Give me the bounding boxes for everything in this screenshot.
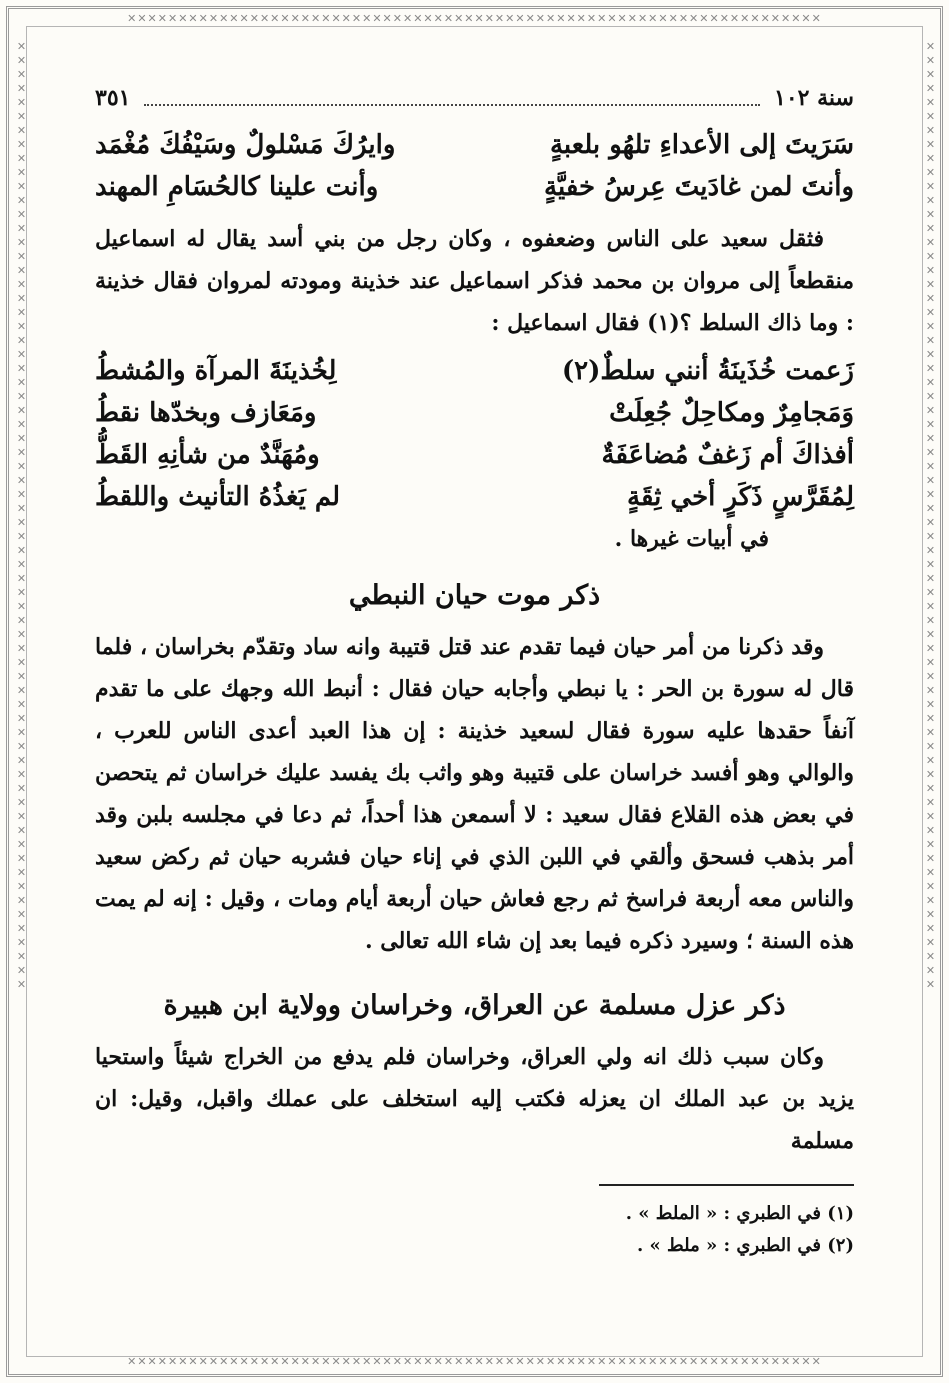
running-header-year: سنة ١٠٢: [774, 85, 854, 111]
poem-2-line-4-hemistich-2: لم يَغذُهُ التأنيث واللقطُ: [95, 482, 341, 512]
running-header: [95, 80, 854, 116]
page-content: [95, 80, 854, 1323]
paragraph-2: وقد ذكرنا من أمر حيان فيما تقدم عند قتل قتيبة وانه ساد وتقدّم بخراسان ، فلما قال له سورة بن الحر : يا نبطي وأجابه حيان فقال : أنبط الله وجهك على ما تقدم آنفاً حقدها عليه سورة فقال لسعيد خذينة : إن هذا العبد أعدى الناس للعرب ، والوالي وهو أفسد خراسان على قتيبة وهو واثب بك يفسد عليك خراسان ثم يتحصن في بعض هذه القلاع فقال سعيد : لا أسمعن هذا أحداً، ثم دعا في مجلسه بلبن وقد أمر بذهب فسحق وألقي في اللبن الذي في إناء حيان فشربه حيان ثم ركض سعيد والناس معه أربعة فراسخ ثم رجع فعاش حيان أربعة أيام ومات ، وقيل : إنه لم يمت هذه السنة ؛ وسيرد ذكره فيما بعد إن شاء الله تعالى .: [95, 634, 854, 954]
poem-2-line-2-hemistich-2: ومَعَازف وبخدّها نقطُ: [95, 398, 317, 428]
poem-2-line-3-hemistich-1: أفذاكَ أم زَغفٌ مُضاعَفَةٌ: [601, 440, 854, 470]
section-heading-1: ذكر موت حيان النبطي: [348, 580, 601, 611]
poem-2-line-1-hemistich-2: لِخُذينَةَ المرآة والمُشطُ: [95, 356, 337, 386]
poem-1-line-2-hemistich-2: وأنت علينا كالحُسَامِ المهند: [95, 172, 379, 202]
poem-2: [95, 350, 854, 518]
page-number: ٣٥١: [95, 85, 131, 111]
footnote-2: (٢) في الطبري : « ملط » .: [637, 1235, 854, 1256]
ornament-bottom: ✕✕✕✕✕✕✕✕✕✕✕✕✕✕✕✕✕✕✕✕✕✕✕✕✕✕✕✕✕✕✕✕✕✕✕✕✕✕✕✕✕✕✕✕✕✕✕✕✕✕✕✕✕✕✕✕✕✕✕✕✕✕✕✕✕✕✕✕: [127, 1355, 822, 1368]
footnotes: [95, 1198, 854, 1262]
poem-2-tail: في أبيات غيرها .: [614, 526, 769, 552]
poem-2-line-4-hemistich-1: لِمُقَرَّسٍ ذَكَرٍ أخي ثِقَةٍ: [627, 482, 854, 512]
section-heading-2: ذكر عزل مسلمة عن العراق، وخراسان وولاية ابن هبيرة: [163, 990, 786, 1021]
footnote-rule: [599, 1184, 854, 1186]
ornament-top: ✕✕✕✕✕✕✕✕✕✕✕✕✕✕✕✕✕✕✕✕✕✕✕✕✕✕✕✕✕✕✕✕✕✕✕✕✕✕✕✕✕✕✕✕✕✕✕✕✕✕✕✕✕✕✕✕✕✕✕✕✕✕✕✕✕✕✕✕: [127, 12, 822, 25]
ornament-right: ✕✕✕✕✕✕✕✕✕✕✕✕✕✕✕✕✕✕✕✕✕✕✕✕✕✕✕✕✕✕✕✕✕✕✕✕✕✕✕✕✕✕✕✕✕✕✕✕✕✕✕✕✕✕✕✕✕✕✕✕✕✕✕✕✕✕✕✕: [924, 40, 937, 992]
paragraph-1: فثقل سعيد على الناس وضعفوه ، وكان رجل من بني أسد يقال له اسماعيل منقطعاً إلى مروان بن محمد فذكر اسماعيل عند خذينة ومودته لمروان فقال خذينة : وما ذاك السلط ؟(١) فقال اسماعيل :: [95, 226, 854, 336]
paragraph-3: وكان سبب ذلك انه ولي العراق، وخراسان فلم يدفع من الخراج شيئاً واستحيا يزيد بن عبد الملك ان يعزله فكتب إليه استخلف على عملك واقبل، وقيل: ان مسلمة: [95, 1044, 854, 1154]
poem-2-line-2-hemistich-1: وَمَجامِرٌ ومكاحِلٌ جُعِلَتْ: [609, 398, 854, 428]
footnote-1: (١) في الطبري : « الملط » .: [625, 1203, 854, 1224]
poem-1-line-1-hemistich-2: وايرُكَ مَسْلولٌ وسَيْفُكَ مُغْمَد: [95, 130, 396, 160]
poem-2-line-3-hemistich-2: ومُهَنَّدٌ من شأنِهِ القَطُّ: [95, 440, 320, 470]
header-dotted-leader: [144, 90, 760, 106]
poem-1-line-2-hemistich-1: وأنتَ لمن غادَيتَ عِرسُ خفيَّةٍ: [544, 172, 854, 202]
ornament-left: ✕✕✕✕✕✕✕✕✕✕✕✕✕✕✕✕✕✕✕✕✕✕✕✕✕✕✕✕✕✕✕✕✕✕✕✕✕✕✕✕✕✕✕✕✕✕✕✕✕✕✕✕✕✕✕✕✕✕✕✕✕✕✕✕✕✕✕✕: [15, 40, 28, 992]
poem-1: [95, 124, 854, 208]
poem-2-line-1-hemistich-1: زَعمت خُذَينَةُ أنني سلطٌ(٢): [561, 356, 854, 386]
poem-1-line-1-hemistich-1: سَرَيتَ إلى الأعداءِ تلهُو بلعبةٍ: [549, 130, 854, 160]
